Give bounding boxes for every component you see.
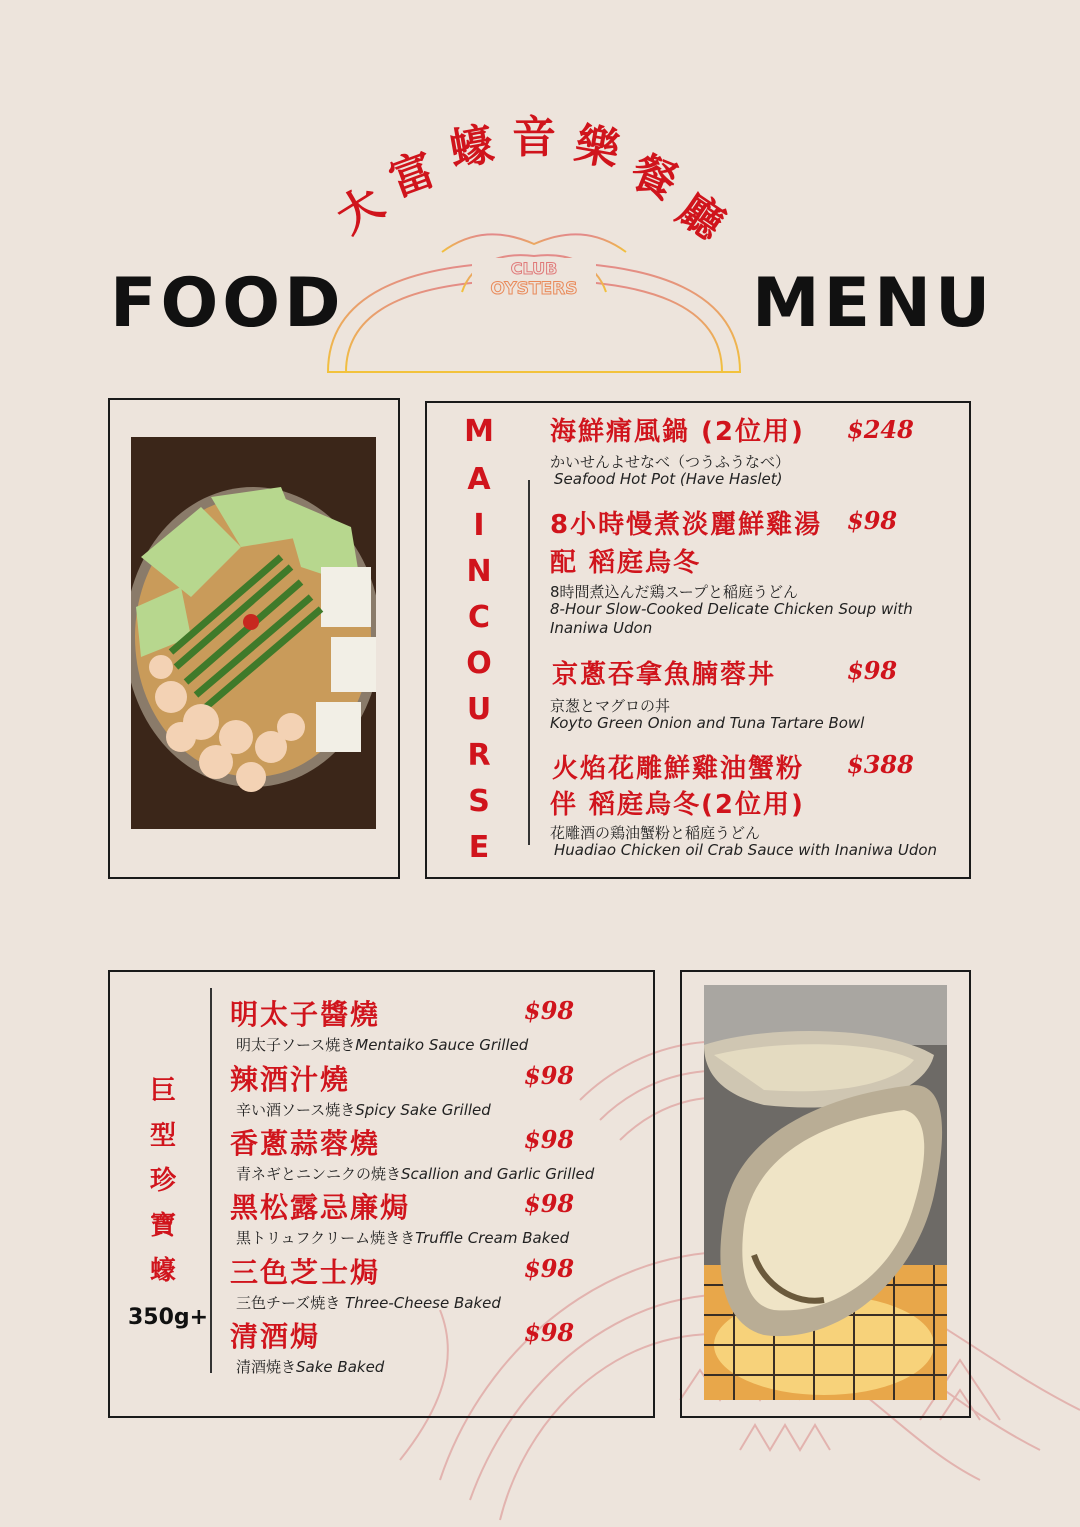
grilled-oyster-photo: [704, 985, 947, 1400]
oyster-price: $98: [524, 1318, 575, 1347]
oyster-price: $98: [524, 996, 575, 1025]
vertical-char: 型: [149, 1121, 176, 1151]
restaurant-name-char: 音: [512, 112, 556, 163]
oyster-desc: 辛い酒ソース焼きSpicy Sake Grilled: [236, 1101, 491, 1119]
dish-price: $98: [847, 506, 898, 535]
dish-price: $248: [847, 415, 914, 444]
restaurant-name-char: 蠔: [445, 118, 499, 177]
logo-club-text: CLUB: [510, 259, 558, 278]
restaurant-name-char: 廳: [668, 183, 734, 251]
oyster-desc: 三色チーズ焼き Three-Cheese Baked: [236, 1294, 501, 1312]
vertical-letter: E: [468, 830, 490, 865]
oyster-desc: 清酒焼きSake Baked: [236, 1358, 385, 1376]
vertical-letter: U: [466, 692, 492, 727]
oyster-name: 黑松露忌廉焗: [230, 1191, 411, 1224]
menu-heading: MENU: [752, 264, 995, 343]
dish-english-line2: Inaniwa Udon: [550, 619, 653, 637]
vertical-char: 蠔: [149, 1256, 176, 1286]
vertical-letter: S: [468, 784, 490, 819]
dish-name-line2: 伴 稻庭烏冬(2位用): [550, 790, 805, 820]
oyster-name: 香蔥蒜蓉燒: [230, 1127, 381, 1160]
dish-japanese: 京葱とマグロの丼: [550, 697, 671, 715]
logo-oysters-text: OYSTERS: [490, 279, 578, 299]
oyster-name: 三色芝士焗: [230, 1256, 381, 1289]
oyster-price: $98: [524, 1189, 575, 1218]
vertical-letter: M: [464, 414, 494, 449]
vertical-char: 巨: [149, 1076, 176, 1106]
dish-english: Koyto Green Onion and Tuna Tartare Bowl: [550, 714, 865, 732]
dish-name: 8小時慢煮淡麗鮮雞湯: [550, 510, 823, 540]
oyster-desc: 明太子ソース焼きMentaiko Sauce Grilled: [236, 1036, 529, 1054]
dish-english: 8-Hour Slow-Cooked Delicate Chicken Soup with: [550, 600, 913, 618]
dish-english: Huadiao Chicken oil Crab Sauce with Inaniwa Udon: [554, 841, 938, 859]
oyster-desc: 黒トリュフクリーム焼ききTruffle Cream Baked: [236, 1229, 570, 1247]
dish-name: 火焰花雕鮮雞油蟹粉: [552, 754, 805, 784]
vertical-letter: C: [467, 600, 491, 635]
dish-price: $98: [847, 656, 898, 685]
vertical-char: 寶: [149, 1211, 176, 1241]
oyster-price: $98: [524, 1125, 575, 1154]
dish-price: $388: [847, 750, 914, 779]
dish-name: 京蔥吞拿魚腩蓉丼: [552, 660, 777, 690]
seafood-hotpot-photo: [131, 437, 376, 829]
oyster-divider: [210, 988, 212, 1373]
restaurant-name-char: 大: [328, 177, 393, 244]
dish-name-line2: 配 稻庭烏冬: [550, 548, 702, 578]
oyster-name: 明太子醬燒: [230, 998, 381, 1031]
main-course-divider: [528, 480, 530, 845]
dish-english: Seafood Hot Pot (Have Haslet): [554, 470, 783, 488]
vertical-letter: O: [466, 646, 492, 681]
restaurant-name-char: 餐: [623, 145, 684, 210]
restaurant-name-char: 樂: [570, 118, 624, 177]
vertical-letter: N: [466, 554, 492, 589]
dish-name: 海鮮痛風鍋 (2位用): [550, 417, 805, 447]
oyster-weight: 350g+: [128, 1305, 209, 1330]
oyster-name: 清酒焗: [230, 1320, 321, 1353]
club-oysters-logo: [322, 222, 746, 378]
dish-japanese: 8時間煮込んだ鶏スープと稲庭うどん: [550, 583, 799, 601]
food-heading: FOOD: [110, 264, 345, 343]
oyster-desc: 青ネギとニンニクの焼きScallion and Garlic Grilled: [236, 1165, 595, 1183]
oyster-name: 辣酒汁燒: [230, 1063, 351, 1096]
restaurant-name-char: 富: [382, 143, 442, 207]
oyster-price: $98: [524, 1254, 575, 1283]
vertical-char: 珍: [149, 1166, 176, 1196]
vertical-letter: I: [473, 508, 485, 543]
oyster-price: $98: [524, 1061, 575, 1090]
dish-japanese: 花雕酒の鶏油蟹粉と稲庭うどん: [550, 824, 761, 842]
vertical-letter: R: [467, 738, 491, 773]
dish-japanese: かいせんよせなべ（つうふうなべ）: [550, 453, 791, 471]
vertical-letter: A: [467, 462, 491, 497]
